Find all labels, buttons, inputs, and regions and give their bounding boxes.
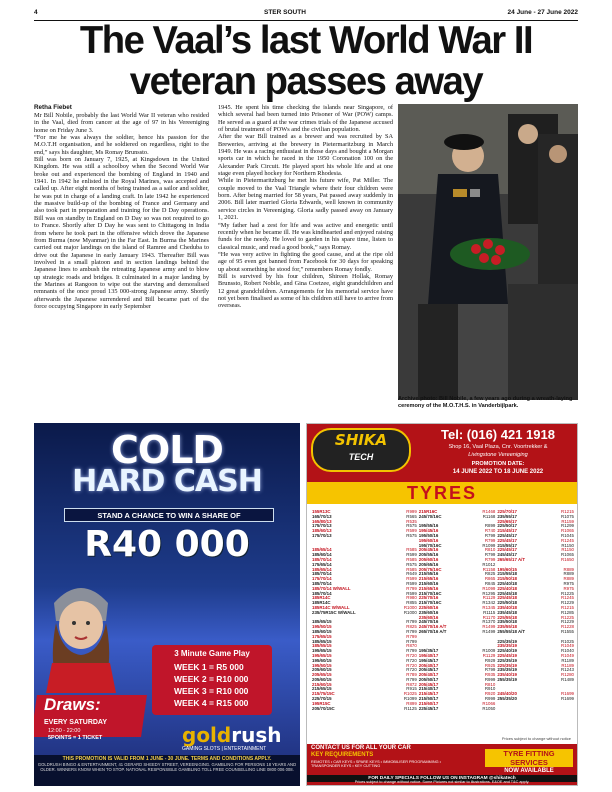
tyre-size: 175/65/14 — [312, 561, 332, 567]
tyre-size: 205/40/17 — [418, 662, 439, 668]
tyre-price: R825 — [484, 571, 496, 577]
price-note: Prices subject to change without notice — [501, 736, 571, 741]
week-prize: WEEK 3 = R10 000 — [174, 686, 249, 696]
tyre-size: 225/45/17 — [497, 547, 517, 553]
tyre-price: R980 — [406, 595, 417, 601]
tyre-size: 165/80/13 — [312, 518, 332, 524]
tyre-price: R1215 — [561, 604, 574, 610]
ad-stand-a-chance: STAND A CHANCE TO WIN A SHARE OF — [64, 508, 274, 522]
disclaimer: Prices subject to change without notice. Some Pictures not similar to illustrations. E&OE and T&C apply. — [354, 780, 530, 784]
contact-line-2: KEY REQUIREMENTS — [311, 752, 374, 758]
tyre-fitting-banner: TYRE FITTING SERVICES — [485, 749, 573, 767]
tyre-price: R720 — [406, 657, 417, 663]
instagram-line[interactable]: FOR DAILY SPECIALS FOLLOW US ON INSTAGRAM @shikatech — [307, 775, 577, 782]
headline-line-1: The Vaal’s last World War II — [79, 19, 533, 62]
tyre-size: 235/35/19 — [497, 667, 517, 673]
tyre-size: 215/55/17 — [497, 542, 517, 548]
tyre-size: 175/70/13 — [312, 532, 332, 538]
tyre-price: R1295 — [482, 590, 496, 596]
tyre-price: R720 — [406, 652, 417, 658]
article-photo — [398, 104, 578, 400]
tyre-size: 215/40/17 — [418, 686, 439, 692]
tyre-size: 205/65/15 — [312, 672, 332, 678]
tyre-price: R575 — [406, 561, 417, 567]
tyre-price: R1189 — [561, 657, 574, 663]
tyre-size: 185R14C — [312, 600, 331, 606]
shika-logo: SHIKA — [334, 431, 388, 449]
tyre-size: 155R13C — [312, 509, 331, 514]
tyre-price: R1228 — [561, 624, 574, 630]
article-column-2 — [218, 104, 393, 404]
tyre-size: 235/50/18 — [497, 619, 517, 625]
tyre-size: 215/50/17 — [418, 696, 439, 702]
tyre-size: 195/45/16 — [418, 528, 439, 534]
tyre-price: R1129 — [482, 595, 496, 601]
tyre-size: 255/55/18 A/T — [497, 628, 526, 634]
tyre-price: R810 — [484, 547, 496, 553]
tyre-size: 185/70/14 — [312, 556, 332, 562]
tyre-price: R799 — [406, 585, 417, 591]
tyre-size: 225/45/17 — [418, 705, 439, 711]
tyre-size: 225/45/17 — [497, 532, 517, 538]
tyre-size: 205/60/15 — [312, 667, 332, 673]
tyre-price: R1158 — [482, 566, 496, 572]
tyre-price: R1065 — [561, 528, 574, 534]
tyre-size: 215/65/15 — [312, 686, 332, 692]
tyre-size: 245/70/16C — [418, 513, 442, 519]
tyre-size: 225/35/19 — [497, 662, 517, 668]
tyre-size: 195/55/16 — [418, 523, 439, 529]
tyre-price: R565 — [406, 513, 417, 519]
tyre-price: R1229 — [561, 600, 574, 606]
week-prize: WEEK 2 = R10 000 — [174, 674, 249, 684]
paragraph: Bill is survived by his four children, Shireen Hollak, Romay Brunssto, Robert Nobile, and Gina Coetzee, eight grandchildren and 12 great grandchildren. Arrangements for his memorial service have not yet been finalised as some of his children still have to arrive from overseas. — [218, 272, 393, 310]
tyre-size: 185/70/14 — [312, 580, 332, 586]
tyre-price: R799 — [484, 552, 496, 558]
draw-day: EVERY SATURDAY — [44, 719, 108, 726]
tyre-price: R1245 — [561, 595, 574, 601]
tyre-size: 245/45/17 — [497, 552, 517, 558]
tyre-size: 225/35/19 — [497, 638, 517, 644]
tyre-size: 185/65/15 — [312, 638, 332, 644]
tyre-price: R889 — [563, 566, 574, 572]
paragraph: Mr Bill Nobile, probably the last World War II veteran who resided in the Vaal, died from cancer at the age of 97 in his Vereeniging home on Friday June 3. — [34, 112, 209, 134]
tyre-price: R1345 — [482, 604, 496, 610]
tyre-size: 225/40/19 — [497, 648, 517, 654]
tyre-price: R585 — [406, 547, 417, 553]
tyre-price: R599 — [406, 580, 417, 586]
tyre-price: R1299 — [561, 523, 574, 529]
tyre-price: R865 — [484, 576, 496, 582]
tyre-size: 225/50/18 — [497, 600, 517, 606]
tyre-price-table — [311, 510, 575, 711]
tyre-price: R935 — [484, 672, 496, 678]
weekly-prize-box — [152, 645, 272, 715]
tyre-size: 215/45/17 — [418, 691, 439, 697]
tyre-price: R1099 — [403, 696, 417, 702]
tyre-size: 235/55/18 — [497, 624, 517, 630]
tyre-price: R899 — [484, 523, 496, 529]
goldrush-advert[interactable] — [34, 423, 300, 786]
tyre-price: R585 — [406, 556, 417, 562]
tyre-price: R925 — [484, 662, 496, 668]
tyre-price: R1229 — [561, 619, 574, 625]
tyre-size: 225/35/19 — [497, 657, 517, 663]
tyre-size: 225/45/18 — [497, 595, 517, 601]
tyre-size: 215/65/16 — [418, 585, 439, 591]
goldrush-tagline: GAMING SLOTS | ENTERTAINMENT — [182, 746, 267, 752]
tyre-size: 195/45/17 — [418, 657, 439, 663]
tyre-price: R799 — [406, 628, 417, 634]
tyre-size: 225/50/17 — [497, 523, 517, 529]
tyres-banner: TYRES — [307, 482, 577, 504]
tyre-row — [311, 707, 575, 712]
tyre-price: R599 — [406, 576, 417, 582]
tyre-price: R825 — [406, 624, 417, 630]
tyre-price: R575 — [406, 523, 417, 529]
tyre-price: R1000 — [403, 609, 417, 615]
tyre-size: 205/40/17 — [418, 672, 439, 678]
tyre-size: 225/40/18 — [497, 580, 517, 586]
tyre-size: 205/50/17 — [418, 676, 439, 682]
tyre-size: 195/70/16C — [418, 542, 442, 548]
newspaper-name: STER SOUTH — [264, 9, 306, 16]
shika-tech-advert[interactable] — [306, 423, 578, 786]
tyre-price: R1468 — [482, 509, 496, 514]
tyre-price: R799 — [406, 676, 417, 682]
paragraph: Bill was born on January 7, 1925, at Kingsdown in the United Kingdom. He was still a schoolboy when the Second World War broke out and experienced the bombing of England in 1940 and 1941. In 1942 he enlisted in the Royal Marines, was accepted and called up. After eight months of being trained as a sailor and soldier, he was put in charge of a landing craft. In late 1942 he experienced the massive build-up of the bombing of France and Germany and also took part in preparation and training for the D Day operations. Bill was on standby in England on D Day so was not required to go to France. Shortly after D Day he was sent to Chittagong in India from where he took part in the offensive which drove the Japanese from Burma (now Myanmar) in the Far East. In Burma the Marines carried out major landings on the island of Ramree and Cheduba to drive out the Japanese in early January 1943. Thereafter Bill was involved in a small platoon and in section landings behind the Japanese lines to ambush the retreating Japanese army and to blow up strategic roads and bridges. It culminated in a major landing by the Marines at Rangoon to wipe out the starving and demoralised remnants of the once proud 135 000-strong Japanese army. Shortly afterwards the Japanese surrendered and Bill became part of the force occupying Singapore in early September — [34, 156, 209, 310]
tyre-price: R929 — [484, 657, 496, 663]
tyre-size: 195/40/17 — [418, 652, 439, 658]
tyre-price: R1280 — [561, 672, 574, 678]
tyre-price: R799 — [406, 638, 417, 644]
tyre-size: 215/45/17 — [497, 528, 517, 534]
goldrush-logo — [182, 723, 281, 747]
legal-text: GOLDRUSH BINGO & ENTERTAINMENT, 41 GERARD SHEEDY STREET, VEREENIGING. GAMBLING FOR PERSONS 18 YEARS AND OLDER. WINNERS KNOW WHEN TO STOP. NATIONAL RESPONSIBLE GAMBLING TOLL FREE COUNSELLING LINE 0800 006 008. — [37, 762, 297, 773]
headline — [36, 20, 577, 102]
promo-validity: THIS PROMOTION IS VALID FROM 1 JUNE - 30 JUNE. TERMS AND CONDITIONS APPLY. — [62, 756, 272, 762]
tyre-size: 225/40/18 — [497, 585, 517, 591]
tyre-size: 235/45/18 — [497, 609, 517, 615]
tyre-price: R1025 — [561, 638, 574, 644]
tyre-size: 205/45/17 — [418, 667, 439, 673]
tyre-size: 225/45/19 — [497, 652, 517, 658]
tyre-price: R1370 — [482, 619, 496, 625]
tyre-price: R1099 — [482, 542, 496, 548]
byline: Retha Fiebet — [34, 104, 72, 111]
tyre-size: 205/70/15C — [312, 705, 335, 711]
tyre-size: 215/55/16 — [418, 571, 439, 577]
tyre-size: 225/70/15 — [312, 696, 332, 702]
tyre-size: 185/65/15 — [312, 619, 332, 625]
tyre-price: R799 — [484, 532, 496, 538]
tyre-size: 185/60/13 — [312, 528, 332, 534]
paragraph: After the war Bill trained as a brewer and was recruited by SA Breweries, arriving at the brewery in Pietermaritzburg in March 1949. He was a racing enthusiast in those days and bought a Morgan sports car in which he raced in the 1950 Coronation 100 on the Alexander Park Circuit. He played sport his whole life and at one stage even played hockey for Northern Rhodesia. — [218, 133, 393, 178]
tyre-size: 265/65/17 A/T — [497, 556, 526, 562]
phone-number[interactable]: Tel: (016) 421 1918 — [441, 427, 555, 442]
tyre-size: 195/50/15 — [312, 662, 332, 668]
tyre-price: R1025 — [403, 691, 417, 697]
tyre-size: 185/70/14 — [312, 571, 332, 577]
tyre-size: 245/40/20 — [497, 691, 517, 697]
tyre-price: R1499 — [482, 624, 496, 630]
tyre-price: R740 — [484, 528, 496, 534]
tyre-size: 195/65/15 — [312, 652, 332, 658]
tyre-price: R1285 — [561, 609, 574, 615]
tyre-price: R1129 — [482, 652, 496, 658]
tyre-price: R575 — [406, 532, 417, 538]
tyre-size: 205/45/16 — [418, 547, 439, 553]
tyre-price: R1125 — [404, 705, 417, 711]
tyre-size: 205/60/16 — [418, 556, 439, 562]
tyre-size: 235/60/16 — [418, 609, 439, 615]
tyre-price: R1065 — [561, 552, 574, 558]
woman-with-beanie-illustration — [40, 573, 122, 693]
tyre-price: R1045 — [561, 532, 574, 538]
tyre-size: 225/55/18 — [497, 614, 517, 620]
tyre-size: 215/70/16C — [418, 590, 442, 596]
tyre-size: 175/70/13 — [312, 523, 332, 529]
tyre-price: R1049 — [561, 652, 574, 658]
promotion-label: PROMOTION DATE: — [471, 461, 525, 467]
tyre-price: R1699 — [561, 696, 574, 702]
tyre-price: R799 — [406, 619, 417, 625]
tyre-size: 215/50/18 — [497, 576, 517, 582]
tyre-price: R1012 — [482, 561, 496, 567]
tyre-size: 215/55/18 — [497, 571, 517, 577]
tyre-price: R1189 — [561, 662, 574, 668]
tyre-size: 215R16C — [418, 509, 438, 514]
key-services-list: REMOTES • CAR KEYS • SPARE KEYS • IMMOBILISER PROGRAMMING • TRANSPONDER KEYS • KEY CUTTING — [311, 760, 441, 769]
tyre-size: 235/55/17 — [497, 513, 517, 519]
tyre-price: R599 — [406, 552, 417, 558]
tyre-price: R1499 — [482, 628, 496, 634]
tyre-size: 185/55/15 — [312, 643, 332, 649]
tyre-price: R999 — [484, 676, 496, 682]
tyre-size: 235/40/18 — [497, 604, 517, 610]
tyre-price: R1225 — [561, 590, 574, 596]
tyre-size: 195/50/15 — [312, 624, 332, 630]
contact-heading — [311, 745, 443, 759]
tyre-price: R1075 — [561, 513, 574, 519]
tyre-size: 225/65/17 — [497, 518, 517, 524]
tyre-price: R1243 — [561, 667, 574, 673]
logo-part: rush — [231, 723, 282, 747]
tyre-price: R799 — [406, 648, 417, 654]
paragraph: “My father had a zest for life and was active and energetic until recently when he became ill. He was kindhearted and enjoyed raising funds for the needy. He loved to garden in his spare time, listen to classical music, and read a good book,” says Romay. — [218, 221, 393, 251]
tyre-size: 185/65/14 — [312, 566, 332, 572]
tyre-size: 175/65/15 — [312, 633, 332, 639]
tyre-price: R720 — [406, 662, 417, 668]
tyre-price: R1699 — [561, 691, 574, 697]
tyre-size: 195/65/15 — [312, 648, 332, 654]
tyre-price: R1050 — [482, 705, 496, 711]
tyre-price: R999 — [484, 696, 496, 702]
tyre-size: 225/70/17 — [497, 509, 517, 514]
promotion-dates: 14 JUNE 2022 TO 18 JUNE 2022 — [452, 469, 544, 475]
tyre-price: R799 — [484, 537, 496, 543]
tyre-price: R1168 — [482, 513, 496, 519]
tyre-price: R855 — [406, 600, 417, 606]
week-prize: WEEK 1 = R5 000 — [174, 662, 244, 672]
tyre-size — [496, 707, 548, 712]
tyre-price: R845 — [484, 580, 496, 586]
paragraph: 1945. He spent his time checking the islands near Singapore, of which several had been turned into Prisoner of War (POW) camps. He served as a guard at the war crimes trials of the Japanese accused of brutal treatment of POWs and the civilian population. — [218, 104, 393, 134]
ad-headline-cold: COLD — [111, 428, 223, 472]
tyre-size: 245/70/16 A/T — [418, 624, 447, 630]
veteran-photo-illustration — [398, 104, 578, 400]
tyre-size: 195/60/15 — [497, 566, 517, 572]
tyre-price: R789 — [406, 672, 417, 678]
ticket-rule: 5POINTS = 1 TICKET — [48, 735, 103, 741]
tyre-price: R1342 — [482, 600, 496, 606]
tyre-price: R915 — [406, 686, 417, 692]
tyre-size: 205/45/17 — [418, 681, 439, 687]
tyre-size: 175/70/14 — [312, 576, 332, 582]
tyre-size: 185/60/14 — [312, 552, 332, 558]
ad-legal — [34, 755, 300, 786]
tyre-price: R535 — [406, 518, 417, 524]
tyre-size: 255/35/19 — [497, 676, 517, 682]
tyre-size: 215/60/15 — [312, 681, 332, 687]
tyre-size: 245/70/16 — [418, 619, 439, 625]
week-prize: WEEK 4 = R15 000 — [174, 698, 249, 708]
ad-prize-amount: R40 000 — [84, 524, 250, 565]
tyre-size: 185/65/14 — [312, 547, 332, 553]
tyre-price: R1150 — [561, 542, 574, 548]
headline-line-2: veteran passes away — [129, 60, 483, 103]
tyre-size: 225/70/16 — [418, 595, 439, 601]
now-available: NOW AVAILABLE — [504, 768, 554, 774]
address-line-2: Livingstone Vereeniging — [468, 452, 528, 458]
paragraph: “He was very active in fighting the good cause, and at the ripe old age of 95 even got banned from Facebook for 30 days for speaking up about something he stood for,” remembers Romay fondly. — [218, 250, 393, 273]
tyre-price: R1150 — [561, 547, 574, 553]
article-column-1 — [34, 112, 209, 402]
tyre-price — [549, 707, 575, 712]
tyre-size: 195/50/16 — [418, 532, 439, 538]
tyre-price: R872 — [406, 681, 417, 687]
paragraph: “For me he was always the soldier, hence his passion for the M.O.T.H organisation, and he soldiered on regardless, right to the end,” says his daughter, Ms Romay Brunssto. — [34, 134, 209, 156]
tyre-size: 185/70/14 — [312, 590, 332, 596]
tyre-price: R1115 — [483, 609, 496, 615]
tyre-size: 215/60/17 — [418, 700, 439, 706]
tyre-size: 235/35/19 — [497, 643, 517, 649]
photo-caption: Archive photo: Bill Nobile, a few years ago during a wreath-laying ceremony of the M.O.T.H.S. in Vanderbijlpark. — [398, 396, 573, 409]
tyre-size: 255/35/20 — [497, 696, 517, 702]
ad-headline-hard-cash: HARD CASH — [72, 464, 262, 499]
tyre-size: 265/70/16 A/T — [418, 628, 447, 634]
tyre-price: R975 — [563, 580, 574, 586]
draws-title: Draws: — [44, 695, 101, 714]
tyre-size: 165/70/13 — [312, 513, 332, 519]
tyre-size: 215/75/15C — [312, 691, 335, 697]
tyre-price: R599 — [406, 590, 417, 596]
paragraph: While in Pietermaritzburg he met his future wife, Pat Miller. The couple moved to the Vaal Triangle where their four children were born. After being married for 58 years, Pat passed away suddenly in 2006. Bill later married Gloria Edwards, well known in community service circles in Vereeniging. Gloria sadly passed away on January 1, 2021. — [218, 177, 393, 222]
shika-logo-sub: TECH — [348, 452, 374, 462]
tyre-size: 225/60/16 — [418, 604, 439, 610]
tyre-price: R1170 — [482, 614, 496, 620]
tyre-size: 195/35/17 — [418, 648, 439, 654]
tyre-size: 185/60/15 — [312, 628, 332, 634]
tyre-size: 235/60/16 — [418, 614, 439, 620]
tyre-size: 225/45/17 — [497, 537, 517, 543]
game-title: 3 Minute Game Play — [174, 649, 250, 658]
address-line-1: Shop 16, Vaal Plaza, Cnr. Voortrekker & — [448, 444, 548, 450]
tyre-size: 195/60/16 — [418, 537, 439, 543]
tyre-price: R1650 — [561, 556, 574, 562]
tyre-size: 205/65/16 — [418, 561, 439, 567]
tyre-size: 185/70/14 W/WALL — [312, 585, 351, 591]
tyre-price: R1245 — [561, 537, 574, 543]
draw-time: 12:00 - 22:00 — [48, 728, 81, 734]
tyre-price: R799 — [484, 556, 496, 562]
tyre-price: R1066 — [482, 700, 496, 706]
tyre-price: R910 — [484, 686, 496, 692]
tyre-price: R1009 — [482, 648, 496, 654]
tyre-price: R999 — [406, 509, 417, 514]
tyre-price: R1489 — [561, 676, 574, 682]
tyre-price: R1225 — [561, 614, 574, 620]
tyre-price: R799 — [484, 667, 496, 673]
tyre-price: R720 — [406, 667, 417, 673]
tyre-price: R810 — [484, 681, 496, 687]
tyre-size: 205/55/16 — [418, 552, 439, 558]
tyre-price: R585 — [406, 566, 417, 572]
tyre-size: 225/45/18 — [497, 590, 517, 596]
tyre-size: 235/75R15C W/WALL — [312, 609, 356, 615]
tyre-price: R649 — [406, 571, 417, 577]
tyre-price: R1049 — [561, 643, 574, 649]
tyre-size: 185R14C W/WALL — [312, 604, 350, 610]
contact-line-1: CONTACT US FOR ALL YOUR CAR — [311, 745, 411, 751]
tyre-price: R899 — [406, 700, 417, 706]
tyre-price: R1159 — [561, 518, 574, 524]
tyre-size: 195/60/15 — [312, 657, 332, 663]
tyre-price: R975 — [563, 585, 574, 591]
tyre-size: 215/70/16C — [418, 600, 442, 606]
tyre-size: 195R15C — [312, 700, 331, 706]
tyre-size: 235/40/19 — [497, 672, 517, 678]
tyre-price: R1215 — [561, 509, 574, 514]
tyre-price: R1040 — [561, 648, 574, 654]
tyre-price: R889 — [563, 571, 574, 577]
tyre-size: 205/75/16C — [418, 566, 442, 572]
tyre-price: R1000 — [403, 604, 417, 610]
tyre-size: 215/65/16 — [418, 576, 439, 582]
page-number: 4 — [34, 9, 38, 16]
issue-date: 24 June - 27 June 2022 — [507, 9, 578, 16]
tyre-size: 185R14C — [312, 595, 331, 601]
tyre-price: R889 — [563, 576, 574, 582]
tyre-price: R1099 — [482, 585, 496, 591]
tyre-price: R920 — [484, 691, 496, 697]
logo-part: gold — [182, 723, 232, 747]
tyre-size: 215/60/16 — [418, 580, 439, 586]
tyre-size: 205/60/15 — [312, 676, 332, 682]
tyre-price: R799 — [406, 633, 417, 639]
tyre-price: R870 — [406, 643, 417, 649]
tyre-price: R599 — [406, 528, 417, 534]
tyre-price: R1555 — [561, 628, 574, 634]
